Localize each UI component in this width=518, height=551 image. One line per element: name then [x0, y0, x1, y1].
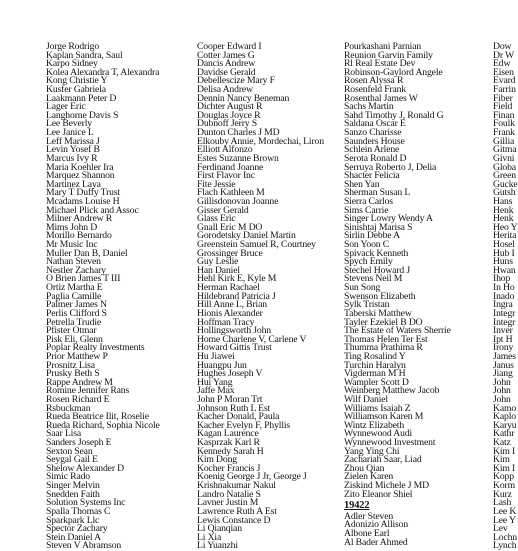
name-entry: Muller Dan B, Daniel	[46, 247, 128, 259]
name-entry: Prior Matthew P	[46, 350, 108, 362]
name-entry: Mcadams Louise H	[46, 195, 120, 207]
name-entry: Wynnewood Audi	[344, 428, 413, 440]
name-entry: Weinberg Matthew Jacob	[344, 385, 440, 397]
name-entry: James	[493, 350, 516, 362]
name-entry: Fiber	[493, 92, 513, 104]
name-entry: Milner Andrew R	[46, 213, 113, 225]
name-entry: Hollingsworth John	[197, 325, 271, 337]
name-entry: Thomas Helen Ter Est	[344, 333, 428, 345]
name-entry: Wampler Scott D	[344, 376, 409, 388]
name-entry: Wintz Elizabeth	[344, 419, 405, 431]
name-entry: Lev	[493, 523, 508, 535]
name-entry: Herita	[493, 230, 517, 242]
name-entry: Gitma	[493, 144, 517, 156]
name-entry: Hans	[493, 195, 513, 207]
name-entry: Hub I	[493, 247, 515, 259]
name-entry: Givni	[493, 152, 515, 164]
name-entry: Langhorne Davis S	[46, 109, 119, 121]
name-entry: Lochn	[493, 531, 517, 543]
name-entry: Serota Ronald D	[344, 152, 407, 164]
name-entry: Ingra	[493, 299, 513, 311]
name-entry: Dennin Nancy Beneman	[197, 92, 290, 104]
name-entry: Rsbuckman	[46, 402, 91, 414]
name-entry: Lash	[493, 497, 512, 509]
name-entry: Kurz	[493, 488, 512, 500]
name-entry: Hildebrand Patricia J	[197, 290, 276, 302]
name-entry: Zachariah Saar, Liad	[344, 454, 422, 466]
name-entry: Kim	[493, 454, 510, 466]
name-entry: Kolea Alexandra T, Alexandra	[46, 66, 160, 78]
name-entry: Nathan Steven	[46, 256, 101, 268]
name-entry: Al Bader Ahmed	[344, 536, 408, 548]
name-entry: Hosel	[493, 239, 515, 251]
name-entry: Pourkashani Parnian	[344, 41, 422, 52]
name-entry: Saar Lisa	[46, 428, 81, 440]
name-entry: Ziskind Michele J MD	[344, 480, 429, 492]
name-entry: Kim I	[493, 445, 516, 457]
name-entry: Prusky Beth S	[46, 368, 100, 380]
name-entry: O Brien James T III	[46, 273, 121, 285]
name-entry: Rosen Alyssa R	[344, 75, 404, 87]
name-entry: Lavner Justin M	[197, 497, 259, 509]
name-entry: Poplar Realty Investments	[46, 342, 145, 354]
name-entry: Son Yoon C	[344, 239, 390, 251]
name-entry: Irony	[493, 342, 514, 354]
name-entry: Williamson Karen M	[344, 411, 424, 423]
name-entry: Schlein Arlene	[344, 144, 400, 156]
name-entry: Tayler Ezekiel B DO	[344, 316, 423, 328]
name-entry: Flach Kathleen M	[197, 187, 265, 199]
name-entry: Gucke	[493, 178, 518, 190]
name-entry: Integr	[493, 316, 516, 328]
name-entry: Li Xia	[197, 531, 222, 543]
name-entry: Marquez Shannon	[46, 170, 115, 182]
name-entry: Romine Jennifer Rans	[46, 385, 130, 397]
name-entry: Kamo	[493, 402, 517, 414]
name-entry: Hwan	[493, 264, 516, 276]
name-entry: Nestler Zachary	[46, 264, 106, 276]
name-entry: Lawrence Ruth A Est	[197, 505, 277, 517]
name-entry: Sparkpark Llc	[46, 514, 100, 526]
name-entry: Mary T Duffy Trust	[46, 187, 121, 199]
name-entry: Hehl Kirk E, Kyle M	[197, 273, 277, 285]
name-entry: Yang Ying Chi	[344, 445, 400, 457]
name-entry: Shelow Alexander D	[46, 462, 125, 474]
name-entry: Elkouby Annie, Mordechai, Liron	[197, 135, 324, 147]
name-entry: First Flavor Inc	[197, 170, 255, 182]
name-entry: Dr W	[493, 49, 515, 61]
name-entry: Sherman Susan L	[344, 187, 411, 199]
name-entry: Zielen Karen	[344, 471, 394, 483]
name-entry: Cooper Edward I	[197, 41, 262, 52]
name-entry: Mims John D	[46, 221, 98, 233]
name-entry: Taberski Matthew	[344, 307, 412, 319]
name-entry: Rappe Andrew M	[46, 376, 113, 388]
name-entry: Cotter James G	[197, 49, 255, 61]
name-entry: Sahd Timothy J, Ronald G	[344, 109, 444, 121]
name-entry: Koenig George J Jr, George J	[197, 471, 307, 483]
name-entry: Herman Rachael	[197, 282, 260, 294]
name-entry: Rosenfeld Frank	[344, 84, 407, 96]
name-entry: Saunders House	[344, 135, 405, 147]
name-entry: Globa	[493, 161, 516, 173]
name-column-3	[344, 43, 451, 547]
name-entry: Inver	[493, 325, 513, 337]
name-entry: Prosnitz Lisa	[46, 359, 95, 371]
name-entry: Kasprzak Karl R	[197, 437, 260, 449]
name-entry: Kacher Donald, Paula	[197, 411, 280, 423]
name-entry: Spych Emily	[344, 256, 393, 268]
name-entry: Leff Marissa J	[46, 135, 100, 147]
name-entry: Douglas Joyce R	[197, 109, 261, 121]
name-entry: Rosenthal James W	[344, 92, 418, 104]
name-entry: Steven V Abramson	[46, 540, 122, 551]
name-entry: Sims Carrie	[344, 204, 389, 216]
name-entry: Frank	[493, 127, 515, 139]
name-entry: Lee Y	[493, 514, 516, 526]
name-entry: Kim Dong	[197, 454, 237, 466]
name-entry: Serruya Roberto J, Delia	[344, 161, 437, 173]
name-entry: Jaffe Max	[197, 385, 235, 397]
name-entry: Eisen	[493, 66, 514, 78]
name-entry: Integr	[493, 307, 516, 319]
name-entry: Stechel Howard J	[344, 264, 410, 276]
name-entry: Elliott Alfonzo	[197, 144, 253, 156]
name-entry: Singer Melvin	[46, 480, 100, 492]
name-entry: Krishnakumar Nakul	[197, 480, 276, 492]
name-entry: Sachs Martin	[344, 101, 394, 113]
name-entry: Martinez Laya	[46, 178, 101, 190]
name-entry: Thumma Prathima R	[344, 342, 423, 354]
name-entry: Estes Suzanne Brown	[197, 152, 279, 164]
name-entry: Sun Song	[344, 282, 381, 294]
name-entry: Maria Koehler Ira	[46, 161, 114, 173]
name-entry: Greenstein Samuel R, Courtney	[197, 239, 316, 251]
name-entry: Gorodetsky Daniel Martin	[197, 230, 296, 242]
name-entry: Katz	[493, 437, 511, 449]
name-entry: Marcus Ivy R	[46, 152, 98, 164]
name-entry: Jiang	[493, 368, 513, 380]
name-entry: Hoffman Tracy	[197, 316, 255, 328]
name-entry: Foulk	[493, 118, 515, 130]
name-entry: Spivack Kenneth	[344, 247, 409, 259]
name-entry: Glass Eric	[197, 213, 236, 225]
name-column-4	[493, 43, 518, 551]
name-entry: Hill Anne L, Brian	[197, 299, 267, 311]
name-entry: Pfister Otmar	[46, 325, 97, 337]
name-entry: Kong Christie Y	[46, 75, 108, 87]
name-entry: Singer Lowry Wendy A	[344, 213, 433, 225]
name-entry: Lynch	[493, 540, 517, 551]
name-entry: Stein Daniel A	[46, 531, 101, 543]
name-entry: Morillo Bernardo	[46, 230, 112, 242]
name-entry: Shacter Felicia	[344, 170, 400, 182]
name-entry: Jorge Rodrigo	[46, 41, 100, 52]
name-entry: John	[493, 385, 511, 397]
name-entry: Kaplan Sandra, Saul	[46, 49, 123, 61]
name-entry: Heo Y	[493, 221, 518, 233]
name-entry: Swenson Elizabeth	[344, 290, 416, 302]
name-entry: Perlis Clifford S	[46, 307, 107, 319]
name-entry: Ihop	[493, 273, 511, 285]
name-entry: Karyu	[493, 419, 517, 431]
name-entry: Kocher Francis J	[197, 462, 261, 474]
name-entry: Gnall Eric M DO	[197, 221, 263, 233]
name-entry: Seygal Gail E	[46, 454, 98, 466]
name-entry: Reunion Garvin Family	[344, 49, 433, 61]
name-entry: Sinishtaj Marisa S	[344, 221, 413, 233]
name-entry: Sirlin Debbe A	[344, 230, 401, 242]
name-entry: Albone Earl	[344, 528, 390, 540]
name-entry: Kaplo	[493, 411, 516, 423]
name-entry: Kim I	[493, 462, 516, 474]
name-entry: Ipt H	[493, 333, 513, 345]
name-entry: Solution Systems Inc	[46, 497, 126, 509]
name-entry: Snedden Faith	[46, 488, 100, 500]
name-entry: Kathr	[493, 428, 515, 440]
name-entry: Shen Yan	[344, 178, 380, 190]
name-entry: Dunton Charles J MD	[197, 127, 280, 139]
name-entry: Williams Isaiah Z	[344, 402, 411, 414]
name-entry: Vigderman M H	[344, 368, 406, 380]
name-entry: Evard	[493, 75, 516, 87]
name-entry: Fite Jessie	[197, 178, 236, 190]
name-entry: Kennedy Sarah H	[197, 445, 264, 457]
name-entry: Pisk Eli, Glenn	[46, 333, 103, 345]
name-entry: Gisser Gerald	[197, 204, 249, 216]
name-entry: Davidse Gerald	[197, 66, 256, 78]
name-entry: Lager Eric	[46, 101, 86, 113]
name-entry: The Estate of Waters Sherrie	[344, 325, 451, 337]
name-entry: In Ho	[493, 282, 515, 294]
name-entry: Laakmann Peter D	[46, 92, 117, 104]
name-entry: Dow	[493, 41, 512, 52]
name-entry: Hionis Alexander	[197, 307, 263, 319]
name-entry: Lee Janice L	[46, 127, 94, 139]
name-entry: Hughes Joseph V	[197, 368, 263, 380]
name-entry: Farrin	[493, 84, 516, 96]
name-entry: Rueda Richard, Sophia Nicole	[46, 419, 160, 431]
name-entry: Paglia Camille	[46, 290, 102, 302]
name-entry: Korm	[493, 480, 516, 492]
name-entry: Howard Gittis Trust	[197, 342, 272, 354]
name-entry: Robinson-Gaylord Angele	[344, 66, 443, 78]
name-entry: Finan	[493, 109, 515, 121]
name-entry: Stevens Neil M	[344, 273, 403, 285]
name-entry: Lee Beverly	[46, 118, 92, 130]
name-entry: Wilf Daniel	[344, 393, 388, 405]
name-entry: Wynnewood Investment	[344, 437, 436, 449]
name-entry: Lee K	[493, 505, 517, 517]
name-entry: John P Moran Trt	[197, 393, 263, 405]
name-entry: Palmer James N	[46, 299, 107, 311]
name-entry: Li Qianqian	[197, 523, 242, 535]
name-entry: Adler Steven	[344, 510, 394, 522]
name-entry: Saldana Oscar E	[344, 118, 406, 130]
name-entry: Spector Zachary	[46, 523, 108, 535]
name-entry: John	[493, 376, 511, 388]
name-entry: Adonizio Allison	[344, 519, 409, 531]
name-entry: Ting Rosalind Y	[344, 350, 406, 362]
name-entry: Zito Eleanor Shiel	[344, 488, 413, 500]
name-entry: Huangpu Jun	[197, 359, 247, 371]
name-entry: Sexton Sean	[46, 445, 93, 457]
name-entry: Inado	[493, 290, 515, 302]
name-entry: Debellescize Mary F	[197, 75, 275, 87]
name-entry: Hui Yang	[197, 376, 233, 388]
name-entry: Henk	[493, 213, 514, 225]
name-entry: Levin Yosef B	[46, 144, 100, 156]
name-entry: Johnson Ruth L Est	[197, 402, 271, 414]
name-entry: Kacher Evelyn F, Phyllis	[197, 419, 291, 431]
name-entry: Turchin Haralyn	[344, 359, 406, 371]
name-entry: Mr Music Inc	[46, 239, 98, 251]
name-entry: Kopp	[493, 471, 514, 483]
name-entry: Han Daniel	[197, 264, 240, 276]
name-entry: Green	[493, 170, 516, 182]
name-entry: Janus	[493, 359, 514, 371]
name-entry: Delisa Andrew	[197, 84, 253, 96]
name-entry: Spalla Thomas C	[46, 505, 111, 517]
name-entry: Rosen Richard E	[46, 393, 110, 405]
name-entry: Sylk Tristan	[344, 299, 390, 311]
name-entry: Michael Plick and Assoc	[46, 204, 139, 216]
name-entry: Grossinger Bruce	[197, 247, 263, 259]
name-entry: Edw	[493, 58, 511, 70]
name-entry: Sierra Carlos	[344, 195, 393, 207]
name-entry: Zhou Qian	[344, 462, 385, 474]
name-entry: Kusfer Gabriela	[46, 84, 106, 96]
name-entry: Petrella Trudie	[46, 316, 102, 328]
name-entry: Li Yuanzhi	[197, 540, 238, 551]
name-entry: Karpo Sidney	[46, 58, 98, 70]
name-entry: Ferdinand Joanne	[197, 161, 264, 173]
name-entry: Sanders Joseph E	[46, 437, 112, 449]
name-entry: Rl Real Estate Dev	[344, 58, 416, 70]
name-entry: Gillia	[493, 135, 515, 147]
name-entry: Rueda Beatrice Ilit, Roselie	[46, 411, 149, 423]
name-entry: Kagan Laurence	[197, 428, 259, 440]
name-entry: Gutsh	[493, 187, 516, 199]
name-entry: Landro Natalie S	[197, 488, 261, 500]
name-entry: Gillisdonovan Joanne	[197, 195, 279, 207]
name-entry: Guy Leslie	[197, 256, 239, 268]
zip-code-heading: 19422	[344, 500, 370, 512]
name-entry: Dubnoff Jerry S	[197, 118, 257, 130]
name-entry: Lewis Constance D	[197, 514, 271, 526]
name-column-2	[197, 43, 324, 551]
name-entry: Henk	[493, 204, 514, 216]
name-entry: Ortiz Martha E	[46, 282, 103, 294]
name-entry: Dichter August R	[197, 101, 263, 113]
name-entry: Field	[493, 101, 513, 113]
name-entry: Hu Jiawei	[197, 350, 235, 362]
name-entry: Huns	[493, 256, 513, 268]
name-entry: John	[493, 393, 511, 405]
name-entry: Dancis Andrew	[197, 58, 256, 70]
name-column-1	[46, 43, 160, 551]
name-entry: Home Charlene V, Carlene V	[197, 333, 307, 345]
name-entry: Simic Rado	[46, 471, 90, 483]
name-entry: Sanzo Charisse	[344, 127, 402, 139]
